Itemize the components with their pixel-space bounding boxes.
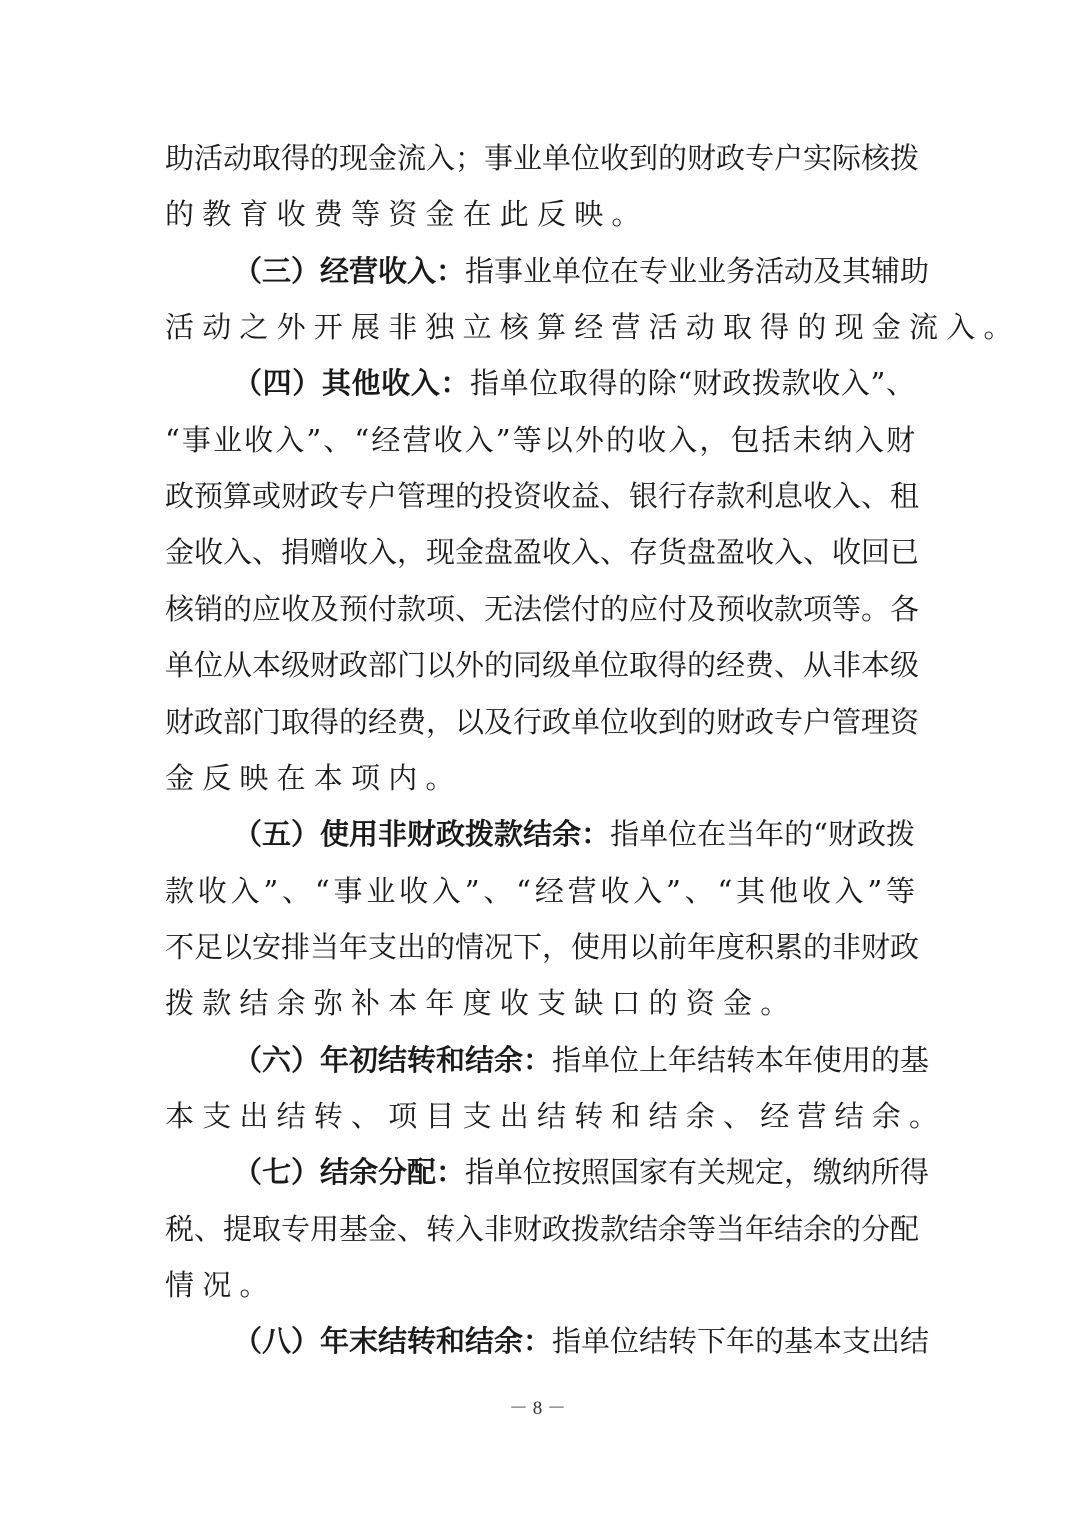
line-text: 指单位取得的除“财政拨款收入”、 [469,366,915,400]
body-line [165,925,920,969]
line-text: 财政部门取得的经费，以及行政单位收到的财政专户管理资 [165,705,920,739]
body-line [165,756,915,800]
line-text: 指单位上年结转本年使用的基 [552,1043,930,1077]
body-line [165,474,920,518]
body-line [165,1207,920,1251]
body-line [165,587,920,631]
section-heading-line [233,1150,930,1194]
section-heading: （八）年末结转和结余： [233,1324,553,1358]
line-text: 不足以安排当年支出的情况下，使用以前年度积累的非财政 [165,930,920,964]
line-text: 助活动取得的现金流入；事业单位收到的财政专户实际核拨 [165,141,920,175]
section-heading-line [233,1319,930,1363]
body-line [165,1263,915,1307]
section-heading: （六）年初结转和结余： [233,1043,553,1077]
body-line [165,869,915,913]
line-text: 指单位按照国家有关规定，缴纳所得 [465,1155,930,1189]
body-line [165,1094,947,1138]
section-heading: （四）其他收入： [233,366,470,400]
line-text: 拨款结余弥补本年度收支缺口的资金。 [165,986,798,1020]
body-line [165,530,920,574]
line-text: 活动之外开展非独立核算经营活动取得的现金流入。 [165,310,1021,344]
line-text: “事业收入”、“经营收入”等以外的收入，包括未纳入财 [165,423,915,457]
section-heading: （七）结余分配： [233,1155,466,1189]
body-line [165,981,915,1025]
page-number: － 8 － [508,1398,566,1419]
body-line [165,418,915,462]
line-text: 指事业单位在专业业务活动及其辅助 [465,254,930,288]
section-heading-line [233,361,915,405]
line-text: 本支出结转、项目支出结转和结余、经营结余。 [165,1099,947,1133]
line-text: 情况。 [165,1268,277,1302]
line-text: 税、提取专用基金、转入非财政拨款结余等当年结余的分配 [165,1212,920,1246]
body-line [165,136,920,180]
line-text: 政预算或财政专户管理的投资收益、银行存款利息收入、租 [165,479,920,513]
section-heading: （五）使用非财政拨款结余： [233,817,611,851]
line-text: 金收入、捐赠收入，现金盘盈收入、存货盘盈收入、收回已 [165,535,920,569]
body-line [165,192,915,236]
line-text: 核销的应收及预付款项、无法偿付的应付及预收款项等。各 [165,592,920,626]
line-text: 单位从本级财政部门以外的同级单位取得的经费、从非本级 [165,648,920,682]
body-line [165,700,920,744]
line-text: 指单位在当年的“财政拨 [610,817,915,851]
section-heading-line [233,812,915,856]
body-line [165,643,920,687]
section-heading-line [233,1038,930,1082]
line-text: 的教育收费等资金在此反映。 [165,197,649,231]
line-text: 款收入”、“事业收入”、“经营收入”、“其他收入”等 [165,874,915,908]
line-text: 金反映在本项内。 [165,761,463,795]
line-text: 指单位结转下年的基本支出结 [552,1324,930,1358]
section-heading: （三）经营收入： [233,254,466,288]
body-line [165,305,1021,349]
section-heading-line [233,249,930,293]
